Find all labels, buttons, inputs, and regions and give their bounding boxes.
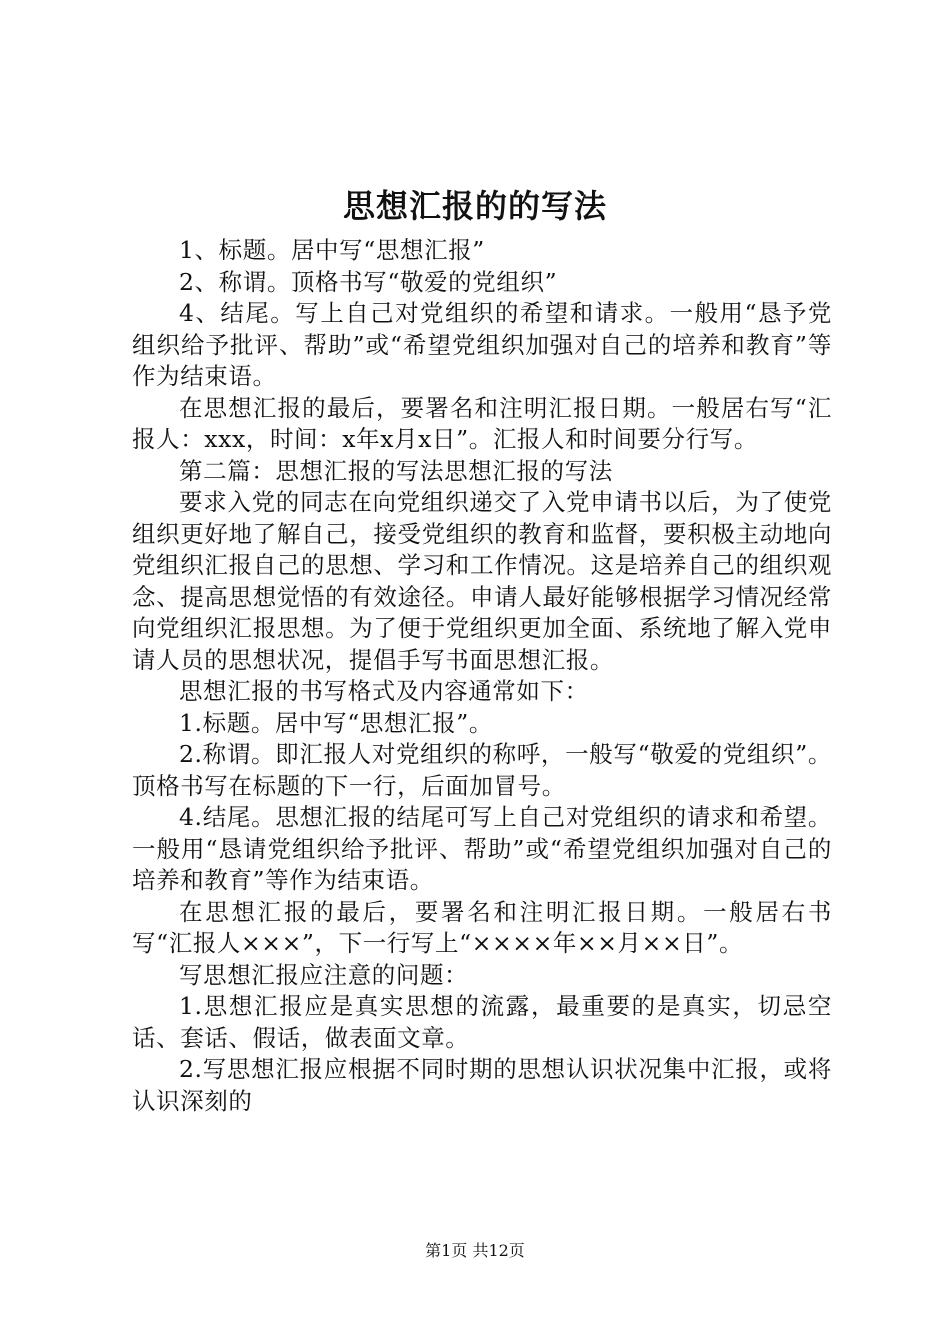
paragraph: 4、结尾。写上自己对党组织的希望和请求。一般用“恳予党组织给予批评、帮助”或“希望党组织加强对自己的培养和教育”等作为结束语。 bbox=[132, 299, 832, 390]
paragraph: 1.思想汇报应是真实思想的流露，最重要的是真实，切忌空话、套话、假话，做表面文章。 bbox=[132, 992, 832, 1052]
paragraph: 2、称谓。顶格书写“敬爱的党组织” bbox=[179, 267, 558, 296]
paragraph: 思想汇报的书写格式及内容通常如下： bbox=[179, 677, 589, 705]
paragraph: 在思想汇报的最后，要署名和注明汇报日期。一般居右写“汇报人：xxx，时间：x年x月x日”。汇报人和时间要分行写。 bbox=[132, 393, 832, 453]
paragraph: 1.标题。居中写“思想汇报”。 bbox=[179, 708, 493, 737]
document-body bbox=[132, 235, 832, 1117]
paragraph: 2.写思想汇报应根据不同时期的思想认识状况集中汇报，或将认识深刻的 bbox=[132, 1055, 832, 1115]
document-title: 思想汇报的的写法 bbox=[342, 187, 607, 225]
paragraph: 4.结尾。思想汇报的结尾可写上自己对党组织的请求和希望。一般用“恳请党组织给予批评、帮助”或“希望党组织加强对自己的培养和教育”等作为结束语。 bbox=[132, 803, 832, 894]
paragraph: 在思想汇报的最后，要署名和注明汇报日期。一般居右书写“汇报人×××”，下一行写上“××××年××月××日”。 bbox=[132, 897, 832, 957]
paragraph: 2.称谓。即汇报人对党组织的称呼，一般写“敬爱的党组织”。顶格书写在标题的下一行，后面加冒号。 bbox=[132, 740, 832, 800]
section-heading: 第二篇：思想汇报的写法思想汇报的写法 bbox=[179, 456, 613, 485]
paragraph: 1、标题。居中写“思想汇报” bbox=[179, 236, 485, 264]
paragraph: 要求入党的同志在向党组织递交了入党申请书以后，为了使党组织更好地了解自己，接受党组织的教育和监督，要积极主动地向党组织汇报自己的思想、学习和工作情况。这是培养自己的组织观念、提高思想觉悟的有效途径。申请人最好能够根据学习情况经常向党组织汇报思想。为了便于党组织更加全面、系统地了解入党申请人员的思想状况，提倡手写书面思想汇报。 bbox=[132, 488, 832, 674]
page-footer: 第1页 共12页 bbox=[425, 1241, 525, 1260]
paragraph: 写思想汇报应注意的问题： bbox=[179, 960, 469, 989]
